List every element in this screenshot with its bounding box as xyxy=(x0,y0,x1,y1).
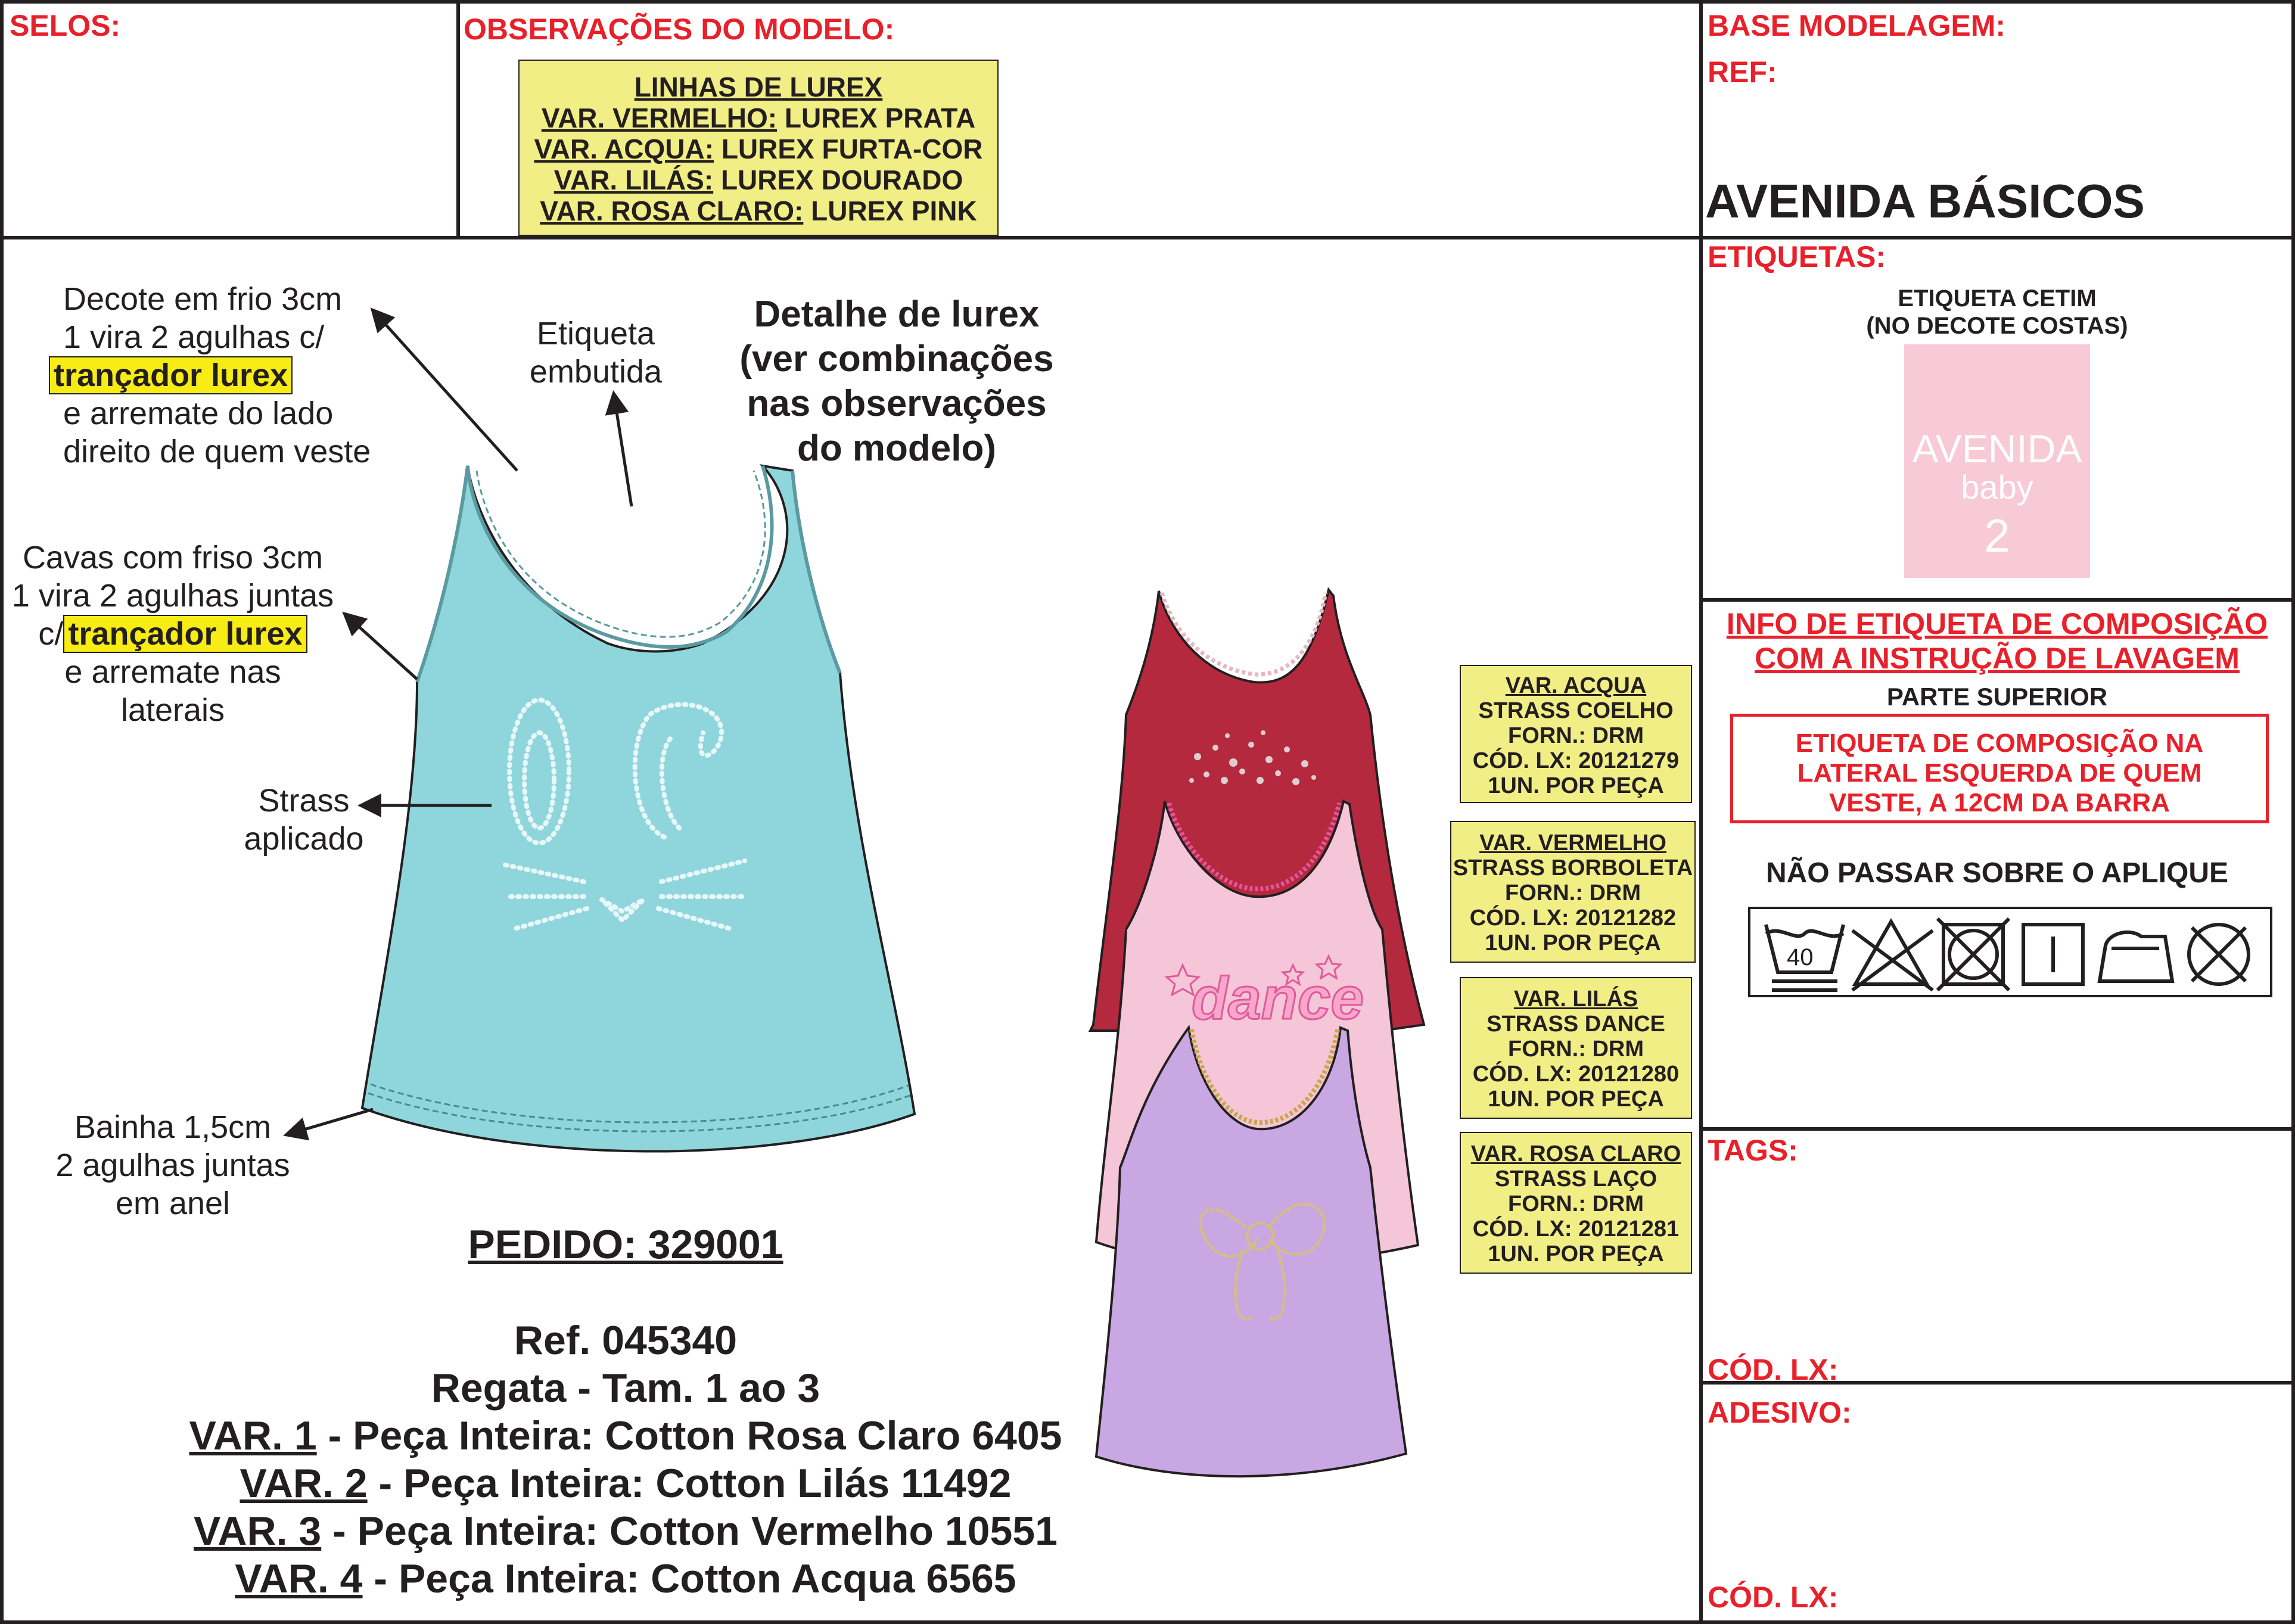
parte-superior: PARTE SUPERIOR xyxy=(1886,683,2108,711)
order-var: VAR. 3 - Peça Inteira: Cotton Vermelho 10551 xyxy=(194,1508,1058,1554)
order-var: VAR. 1 - Peça Inteira: Cotton Rosa Claro 6405 xyxy=(189,1413,1062,1458)
dance-art: dance xyxy=(1192,965,1364,1032)
variant-box-rosa-claro: VAR. ROSA CLARO STRASS LAÇO FORN.: DRM CÓD. LX: 20121281 1UN. POR PEÇA xyxy=(1460,1132,1692,1274)
note-cavas: Cavas com friso 3cm 1 vira 2 agulhas juntas c/ trançador lurex e arremate nas laterais xyxy=(11,540,334,728)
note-detalhe-lurex: Detalhe de lurex (ver combinações nas observações do modelo) xyxy=(739,294,1054,469)
order-var: VAR. 4 - Peça Inteira: Cotton Acqua 6565 xyxy=(235,1556,1016,1601)
lurex-row: VAR. VERMELHO: LUREX PRATA xyxy=(541,102,976,133)
arrow-cavas xyxy=(344,614,417,679)
base-modelagem-label: BASE MODELAGEM: xyxy=(1708,9,2005,42)
etiquetas-label: ETIQUETAS: xyxy=(1708,240,1886,273)
right-divider-2 xyxy=(1699,1127,2295,1131)
note-etiqueta: Etiqueta embutida xyxy=(529,316,663,390)
highlight-trancador: trançador lurex xyxy=(63,615,307,653)
label-card-sub: baby xyxy=(1961,468,2033,506)
order-desc: Regata - Tam. 1 ao 3 xyxy=(431,1365,820,1411)
arrow-bainha xyxy=(286,1109,373,1135)
lurex-box-title: LINHAS DE LUREX xyxy=(634,71,883,102)
care-symbols xyxy=(1748,907,2272,997)
lurex-row: VAR. ROSA CLARO: LUREX PINK xyxy=(540,195,977,226)
lurex-row: VAR. ACQUA: LUREX FURTA-COR xyxy=(534,133,983,164)
arrow-etiqueta xyxy=(614,393,632,506)
observacoes-label: OBSERVAÇÕES DO MODELO: xyxy=(464,13,895,46)
variant-box-vermelho: VAR. VERMELHO STRASS BORBOLETA FORN.: DRM CÓD. LX: 20121282 1UN. POR PEÇA xyxy=(1450,821,1696,963)
pedido-title: PEDIDO: 329001 xyxy=(468,1222,783,1267)
svg-text:40: 40 xyxy=(1787,944,1814,970)
ref-label: REF: xyxy=(1708,55,1777,89)
right-divider-1 xyxy=(1699,598,2295,602)
selos-label: SELOS: xyxy=(10,9,121,42)
note-strass: Strass aplicado xyxy=(244,783,364,857)
lurex-row: VAR. LILÁS: LUREX DOURADO xyxy=(553,164,963,195)
variant-box-acqua: VAR. ACQUA STRASS COELHO FORN.: DRM CÓD. LX: 20121279 1UN. POR PEÇA xyxy=(1460,665,1692,803)
composicao-box: ETIQUETA DE COMPOSIÇÃO NA LATERAL ESQUERDA DE QUEM VESTE, A 12CM DA BARRA xyxy=(1730,714,2269,823)
cod-lx-label-2: CÓD. LX: xyxy=(1708,1581,1839,1614)
label-card-size: 2 xyxy=(1984,509,2010,562)
order-ref: Ref. 045340 xyxy=(514,1318,738,1363)
info-composicao-title: INFO DE ETIQUETA DE COMPOSIÇÃO COM A INSTRUÇÃO DE LAVAGEM xyxy=(1726,607,2268,675)
highlight-trancador: trançador lurex xyxy=(49,356,293,394)
brand-label-card xyxy=(1904,344,2090,578)
variant-box-lilas: VAR. LILÁS STRASS DANCE FORN.: DRM CÓD. LX: 20121280 1UN. POR PEÇA xyxy=(1460,977,1692,1119)
tags-label: TAGS: xyxy=(1708,1134,1798,1167)
label-card-brand: AVENIDA xyxy=(1912,427,2082,471)
note-decote: Decote em frio 3cm 1 vira 2 agulhas c/ trançador lurex e arremate do lado direito de quem veste xyxy=(63,280,371,471)
etiqueta-cetim-text: ETIQUETA CETIM (NO DECOTE COSTAS) xyxy=(1866,285,2128,339)
adesivo-label: ADESIVO: xyxy=(1708,1396,1852,1429)
arrow-decote xyxy=(372,310,517,471)
order-var: VAR. 2 - Peça Inteira: Cotton Lilás 11492 xyxy=(240,1461,1012,1506)
note-bainha: Bainha 1,5cm 2 agulhas juntas em anel xyxy=(55,1109,290,1221)
brand-title: AVENIDA BÁSICOS xyxy=(1705,175,2145,228)
cod-lx-label: CÓD. LX: xyxy=(1708,1353,1839,1386)
no-tumble-dry-icon xyxy=(1938,919,2009,990)
nao-passar-text: NÃO PASSAR SOBRE O APLIQUE xyxy=(1765,857,2229,889)
order-details xyxy=(89,1317,1162,1603)
acqua-tank-top xyxy=(362,466,915,1152)
